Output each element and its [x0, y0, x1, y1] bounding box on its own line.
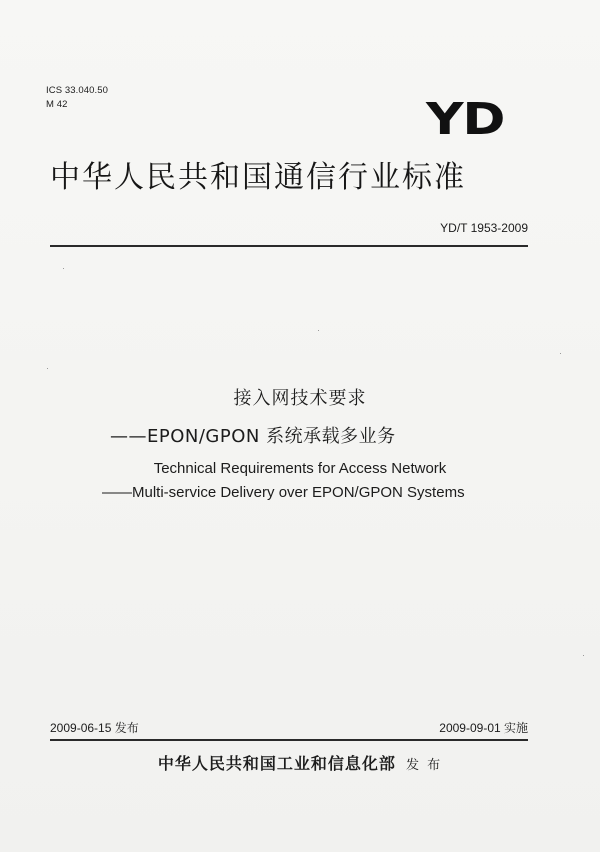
issuer-suffix: 发 布: [405, 758, 443, 773]
scan-speck: [47, 368, 48, 369]
classification-codes: [46, 84, 108, 112]
english-title-line-2: ——Multi-service Delivery over EPON/GPON Systems: [102, 484, 465, 501]
standard-title: 中华人民共和国通信行业标准: [50, 160, 466, 195]
scan-speck: [560, 353, 561, 354]
chinese-title-line-1: 接入网技术要求: [233, 388, 367, 409]
issuer-name: 中华人民共和国工业和信息化部: [157, 754, 396, 773]
yd-logo: YD: [426, 94, 505, 145]
scan-speck: [318, 330, 319, 331]
category-code: M 42: [46, 99, 68, 110]
standard-number: YD/T 1953-2009: [440, 221, 528, 235]
bottom-divider: [50, 739, 528, 741]
top-divider: [50, 245, 528, 247]
english-title-line-1: Technical Requirements for Access Network: [153, 460, 447, 477]
implementation-date: 2009-09-01 实施: [439, 721, 528, 735]
scan-speck: [63, 268, 64, 269]
issuing-authority: [0, 751, 600, 774]
scan-speck: [583, 655, 584, 656]
issue-date: 2009-06-15 发布: [50, 721, 139, 735]
ics-code: ICS 33.040.50: [46, 85, 109, 96]
chinese-title-line-2: ——EPON/GPON 系统承载多业务: [110, 426, 396, 447]
